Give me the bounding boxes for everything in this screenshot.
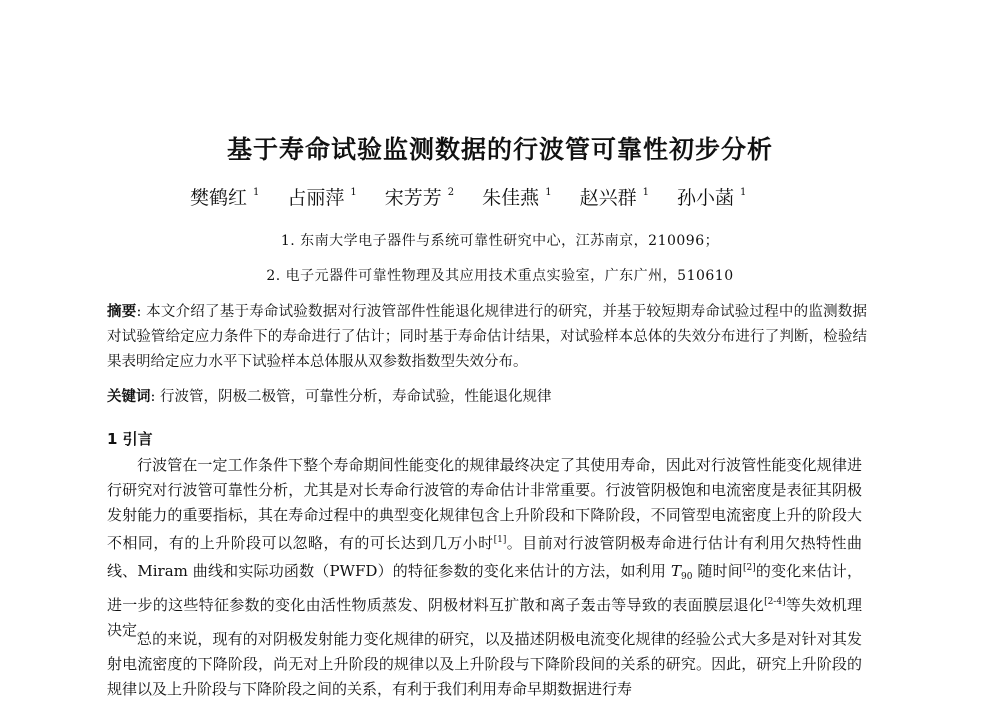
author-affiliation-mark: 1 bbox=[739, 187, 747, 198]
author-affiliation-mark: 2 bbox=[447, 187, 455, 198]
paper-title: 基于寿命试验监测数据的行波管可靠性初步分析 bbox=[226, 135, 773, 164]
paragraph-text: 的变化来估计，进一步的这些特征参数的变化由活性物质蒸发、阴极材料互扩散和离子轰击等导致的表面膜层退化 bbox=[107, 562, 862, 614]
paragraph-text: 行波管在一定工作条件下整个寿命期间性能变化的规律最终决定了其使用寿命，因此对行波管性能变化规律进行研究对行波管可靠性分析，尤其是对长寿命行波管的寿命估计非常重要。行波管阴极饱和电流密度是表征其阴极发射能力的重要指标，其在寿命过程中的典型变化规律包含上升阶段和下降阶段，不同管型电流密度上升的阶段大不相同，有的上升阶段可以忽略，有的可长达到几万小时 bbox=[107, 456, 862, 552]
citation: [2] bbox=[742, 563, 756, 573]
author-name: 赵兴群 bbox=[579, 187, 637, 209]
paragraph-text: 随时间 bbox=[692, 562, 743, 580]
paragraph-2: 总的来说，现有的对阴极发射能力变化规律的研究，以及描述阴极电流变化规律的经验公式大多是对针对其发射电流密度的下降阶段，尚无对上升阶段的规律以及上升阶段与下降阶段间的关系的研究。因此，研究上升阶段的规律以及上升阶段与下降阶段之间的关系，有利于我们利用寿命早期数据进行寿 bbox=[107, 630, 862, 698]
author-name: 孙小菡 bbox=[676, 187, 734, 209]
author-affiliation-mark: 1 bbox=[350, 187, 357, 198]
author-affiliation-mark: 1 bbox=[642, 187, 649, 198]
keywords-text: : 行波管，阴极二极管，可靠性分析，寿命试验，性能退化规律 bbox=[150, 389, 552, 405]
author bbox=[385, 183, 454, 210]
paragraph-1 bbox=[107, 453, 862, 643]
affiliation-2: 2. 电子元器件可靠性物理及其应用技术重点实验室，广东广州，510610 bbox=[266, 268, 734, 284]
citation: [2-4] bbox=[764, 597, 786, 607]
abstract-label: 摘要 bbox=[107, 304, 137, 320]
section-heading: 1 引言 bbox=[107, 430, 153, 448]
author bbox=[677, 183, 746, 210]
author-name: 朱佳燕 bbox=[482, 187, 540, 209]
paragraph-text: 。目前对行波管阴极寿命进行估计有利用欠热特性曲线、Miram 曲线和实际功函数（PWFD）的特征参数的变化来估计的方法，如利用 bbox=[107, 534, 862, 580]
author-name: 占丽萍 bbox=[287, 187, 345, 209]
citation: [1] bbox=[493, 535, 507, 545]
paragraph-text: 等失效机理决定。 bbox=[107, 596, 862, 639]
author-name: 宋芳芳 bbox=[384, 187, 442, 209]
abstract-text: : 本文介绍了基于寿命试验数据对行波管部件性能退化规律进行的研究，并基于较短期寿命试验过程中的监测数据对试验管给定应力条件下的寿命进行了估计；同时基于寿命估计结果，对试验样本总体的失效分布进行了判断，检验结果表明给定应力水平下试验样本总体服从双参数指数型失效分布。 bbox=[107, 304, 867, 370]
math-symbol: T bbox=[670, 562, 681, 580]
author-list bbox=[190, 183, 774, 210]
abstract bbox=[107, 300, 867, 375]
affiliation-1: 1. 东南大学电子器件与系统可靠性研究中心，江苏南京，210096； bbox=[280, 233, 720, 249]
author bbox=[190, 183, 259, 210]
author bbox=[482, 183, 551, 210]
math-subscript: 90 bbox=[681, 572, 693, 582]
author-affiliation-mark: 1 bbox=[253, 187, 260, 198]
keywords-label: 关键词 bbox=[107, 389, 151, 405]
author-affiliation-mark: 1 bbox=[545, 187, 552, 198]
author bbox=[287, 183, 356, 210]
keywords bbox=[107, 385, 867, 406]
author bbox=[580, 183, 649, 210]
author-name: 樊鹤红 bbox=[190, 187, 248, 209]
